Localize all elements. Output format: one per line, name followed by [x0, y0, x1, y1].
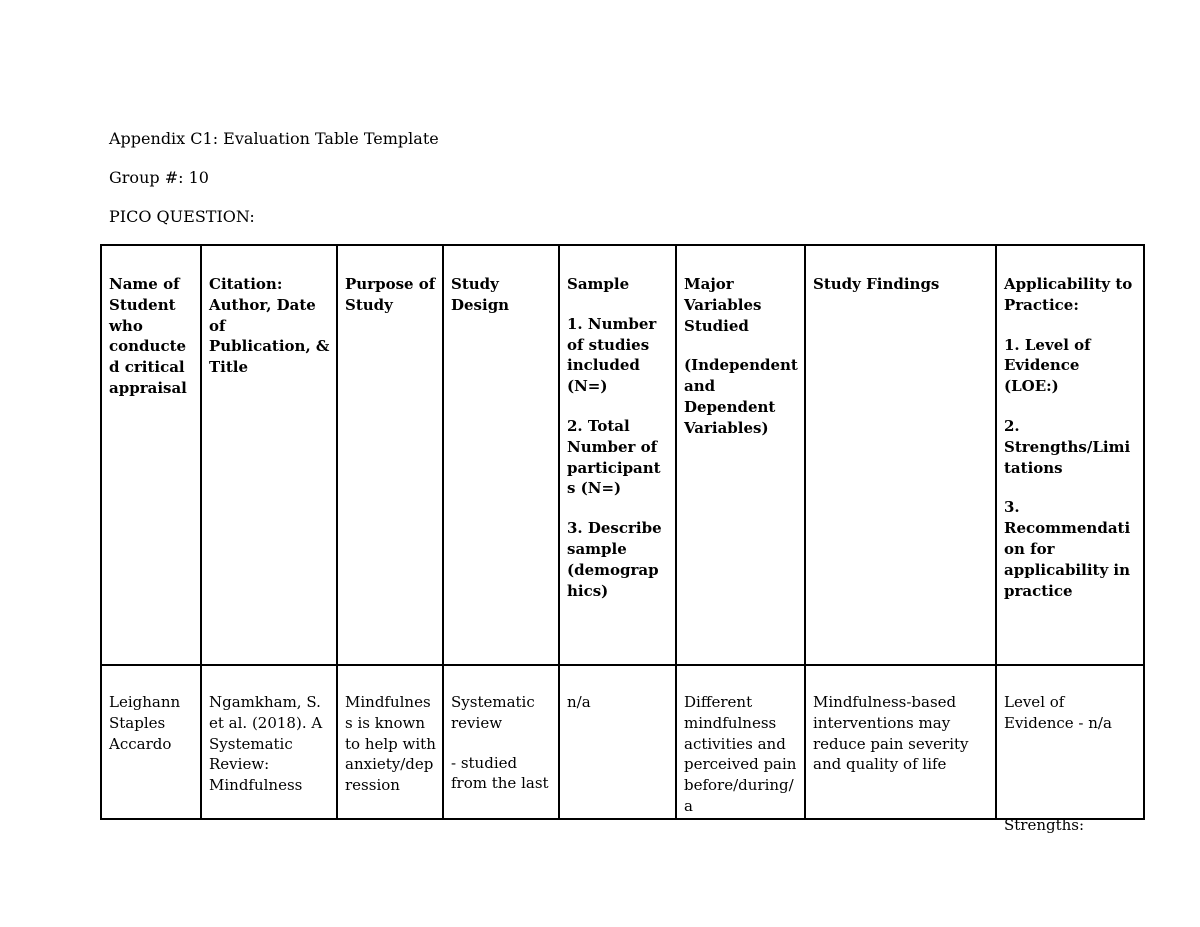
pico-question: PICO QUESTION: — [109, 207, 255, 226]
header-text: 3. Recommendation for applicability in practice — [1004, 498, 1131, 600]
header-text: Applicability to Practice: — [1004, 275, 1133, 314]
header-text: 2. Total Number of participants (N=) — [567, 416, 661, 498]
group-number: Group #: 10 — [109, 168, 209, 187]
cell-applicability — [996, 665, 1144, 834]
cell-text: Ngamkham, S. et al. (2018). A Systematic Review: Mindfulness — [209, 693, 323, 795]
header-cell-variables — [676, 245, 805, 665]
header-text: Sample — [567, 275, 630, 293]
header-cell-findings — [805, 245, 996, 665]
table-header-row — [101, 245, 1144, 665]
header-text: (Independent and Dependent Variables) — [684, 356, 798, 437]
header-text: Citation: Author, Date of Publication, & Title — [209, 275, 330, 377]
header-text: 2. Strengths/Limitations — [1004, 416, 1131, 477]
cell-findings — [805, 665, 996, 819]
document-title: Appendix C1: Evaluation Table Template — [109, 129, 439, 148]
evaluation-table — [100, 244, 1145, 834]
header-cell-applicability — [996, 245, 1144, 665]
cell-text: Different mindfulness activities and perceived pain before/during/a — [684, 693, 797, 815]
header-text: Name of Student who conducted critical appraisal — [109, 275, 187, 397]
cell-purpose — [337, 665, 443, 819]
header-cell-design — [443, 245, 559, 665]
header-cell-student — [101, 245, 201, 665]
cell-variables — [676, 665, 805, 819]
cell-text: - studied from the last — [451, 753, 549, 793]
header-text: Major Variables Studied — [684, 275, 762, 335]
cell-design — [443, 665, 559, 819]
header-text: Study Design — [451, 275, 510, 314]
cell-sample — [559, 665, 676, 819]
header-text: Study Findings — [813, 275, 940, 293]
cell-text: Systematic review — [451, 693, 535, 732]
header-text: Purpose of Study — [345, 275, 436, 314]
table-row — [101, 665, 1144, 819]
header-text: 1. Level of Evidence (LOE:) — [1004, 335, 1091, 396]
cell-text: Mindfulness-based interventions may reduce pain severity and quality of life — [813, 693, 969, 774]
header-cell-purpose — [337, 245, 443, 665]
cell-citation — [201, 665, 337, 819]
cell-text: Mindfulness is known to help with anxiety/depression — [345, 693, 436, 795]
header-cell-citation — [201, 245, 337, 665]
cell-text: Level of Evidence - n/a — [1004, 693, 1112, 732]
cell-student — [101, 665, 201, 819]
cell-text: Leighann Staples Accardo — [109, 693, 181, 753]
cell-spacer — [1004, 753, 1137, 815]
cell-text: n/a — [567, 693, 591, 711]
header-text: 3. Describe sample (demographics) — [567, 519, 662, 600]
header-text: 1. Number of studies included (N=) — [567, 314, 657, 396]
cell-text: Strengths: — [1004, 815, 1085, 834]
header-cell-sample — [559, 245, 676, 665]
